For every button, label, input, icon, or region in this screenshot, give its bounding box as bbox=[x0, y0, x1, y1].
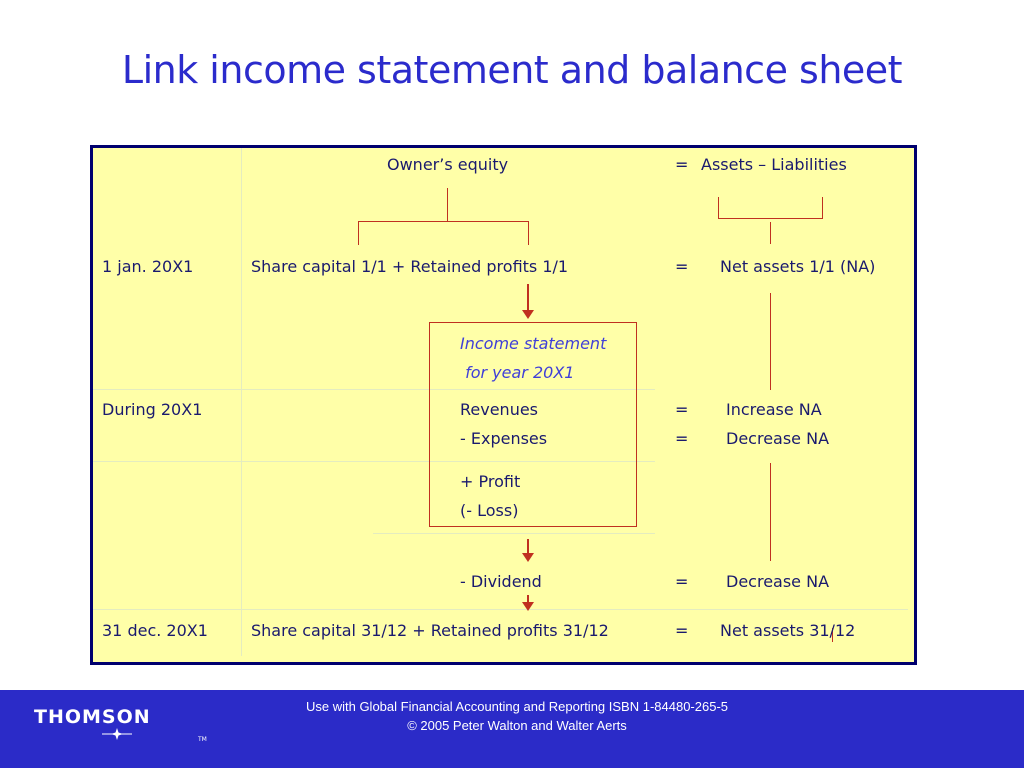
loss-label: (- Loss) bbox=[460, 501, 519, 520]
profit-label: + Profit bbox=[460, 472, 521, 491]
dividend-equals: = bbox=[675, 572, 689, 591]
closing-net-assets: Net assets 31/12 bbox=[720, 621, 856, 640]
star-icon bbox=[102, 728, 132, 740]
assets-bracket-bar bbox=[718, 218, 823, 219]
expenses-equals: = bbox=[675, 429, 689, 448]
assets-bracket-stem bbox=[770, 222, 771, 244]
increase-na: Increase NA bbox=[726, 400, 822, 419]
footer-copyright-line: © 2005 Peter Walton and Walter Aerts bbox=[407, 718, 627, 733]
equity-bracket-stem bbox=[447, 188, 448, 221]
decrease-na: Decrease NA bbox=[726, 429, 830, 448]
assets-bracket-right bbox=[822, 197, 823, 218]
arrow-down-icon bbox=[527, 595, 529, 603]
grid-line bbox=[373, 533, 655, 534]
income-statement-title: Income statement bbox=[460, 334, 607, 353]
thomson-logo: THOMSON bbox=[34, 706, 151, 728]
during-date: During 20X1 bbox=[102, 400, 203, 419]
expenses-label: - Expenses bbox=[460, 429, 548, 448]
trademark-mark: TM bbox=[198, 736, 207, 743]
grid-line bbox=[93, 609, 908, 610]
grid-line bbox=[241, 148, 242, 656]
revenues-equals: = bbox=[675, 400, 689, 419]
opening-net-assets: Net assets 1/1 (NA) bbox=[720, 257, 876, 276]
income-statement-period: for year 20X1 bbox=[460, 363, 575, 382]
net-assets-connector bbox=[770, 293, 771, 390]
closing-equity: Share capital 31/12 + Retained profits 31/12 bbox=[251, 621, 609, 640]
opening-date: 1 jan. 20X1 bbox=[102, 257, 194, 276]
equity-bracket-left bbox=[358, 221, 359, 245]
opening-equity: Share capital 1/1 + Retained profits 1/1 bbox=[251, 257, 569, 276]
arrow-down-icon bbox=[527, 539, 529, 554]
assets-liabilities-header: Assets – Liabilities bbox=[701, 155, 847, 174]
equity-bracket-bar bbox=[358, 221, 529, 222]
revenues-label: Revenues bbox=[460, 400, 539, 419]
owners-equity-header: Owner’s equity bbox=[387, 155, 509, 174]
footer-isbn-line: Use with Global Financial Accounting and Reporting ISBN 1-84480-265-5 bbox=[305, 699, 729, 714]
closing-date: 31 dec. 20X1 bbox=[102, 621, 208, 640]
assets-bracket-left bbox=[718, 197, 719, 218]
dividend-label: - Dividend bbox=[460, 572, 542, 591]
closing-equals: = bbox=[675, 621, 689, 640]
opening-equals: = bbox=[675, 257, 689, 276]
net-assets-connector bbox=[770, 463, 771, 561]
dividend-decrease-na: Decrease NA bbox=[726, 572, 830, 591]
header-equals: = bbox=[675, 155, 689, 174]
equity-bracket-right bbox=[528, 221, 529, 245]
arrow-down-icon bbox=[527, 284, 529, 311]
slide-title: Link income statement and balance sheet bbox=[121, 48, 903, 92]
